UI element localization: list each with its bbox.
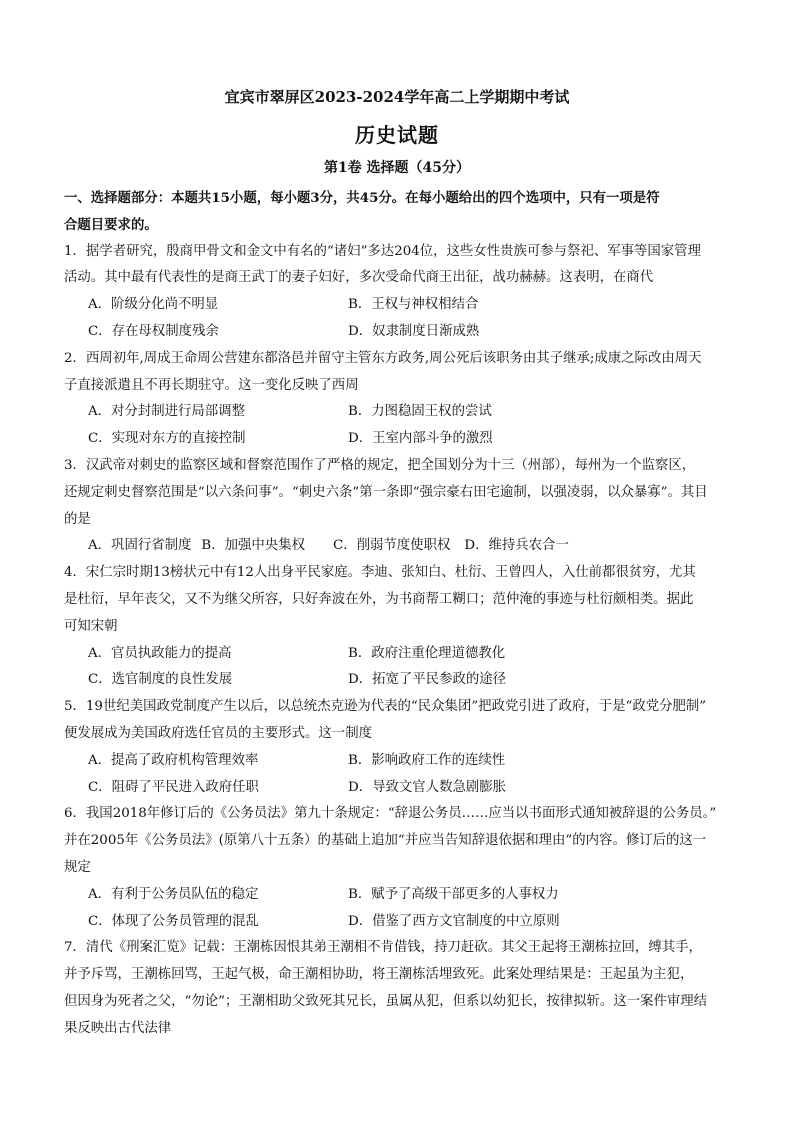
options-row bbox=[64, 426, 734, 453]
option-b: B．政府注重伦理道德教化 bbox=[348, 645, 506, 661]
option-a: A．对分封制进行局部调整 bbox=[88, 404, 245, 420]
stem-line: 并在2005年《公务员法》(原第八十五条）的基础上追加“并应当告知辞退依据和理由”的内容。修订后的这一 bbox=[64, 833, 707, 849]
question-2 bbox=[64, 346, 734, 453]
options-row bbox=[64, 533, 734, 560]
section-instruction-line: 一、选择题部分：本题共15小题，每小题3分，共45分。在每小题给出的四个选项中，只有一项是符 bbox=[64, 190, 660, 206]
stem-line: 还规定刺史督察范围是“以六条问事”。“刺史六条”第一条即“强宗豪右田宅逾制，以强凌弱，以众暴寡”。其目 bbox=[64, 484, 708, 500]
options-row bbox=[64, 667, 734, 694]
options-row bbox=[64, 882, 734, 909]
option-d: D．拓宽了平民参政的途径 bbox=[348, 672, 507, 688]
option-b: B．影响政府工作的连续性 bbox=[348, 752, 506, 768]
option-a: A．提高了政府机构管理效率 bbox=[88, 752, 259, 768]
question-stem bbox=[64, 346, 734, 400]
question-3 bbox=[64, 453, 734, 560]
section-instruction-line: 合题目要求的。 bbox=[64, 216, 158, 233]
stem-line: 便发展成为美国政府选任官员的主要形式。这一制度 bbox=[64, 725, 372, 741]
options-row bbox=[64, 399, 734, 426]
stem-line: 6．我国2018年修订后的《公务员法》第九十条规定：“辞退公务员……应当以书面形式通知被辞退的公务员。” bbox=[64, 806, 717, 822]
options-row bbox=[64, 748, 734, 775]
option-c: C．选官制度的良性发展 bbox=[88, 672, 233, 688]
subject-title: 历史试题 bbox=[355, 123, 439, 147]
exam-title: 宜宾市翠屏区2023-2024学年高二上学期期中考试 bbox=[224, 88, 570, 106]
option-a: A．有利于公务员队伍的稳定 bbox=[88, 886, 259, 902]
stem-line: 7．清代《刑案汇览》记载：王潮栋因恨其弟王潮相不肯借钱，持刀赶砍。其父王起将王潮栋拉回，缚其手， bbox=[64, 940, 702, 956]
stem-line: 是杜衍，早年丧父，又不为继父所容，只好奔波在外，为书商帮工糊口；范仲淹的事迹与杜衍颇相类。据此 bbox=[64, 591, 694, 607]
options-row bbox=[64, 909, 734, 936]
exam-content bbox=[64, 185, 734, 1043]
stem-line: 2．西周初年,周成王命周公营建东都洛邑并留守主管东方政务,周公死后该职务由其子继承;成康之际改由周天 bbox=[64, 350, 702, 366]
stem-line: 活动。其中最有代表性的是商王武丁的妻子妇好，多次受命代商王出征，战功赫赫。这表明，在商代 bbox=[64, 270, 654, 286]
options-row bbox=[64, 292, 734, 319]
option-d: D．导致文官人数急剧膨胀 bbox=[348, 779, 507, 795]
options-row bbox=[64, 641, 734, 668]
option-b: B．加强中央集权 bbox=[201, 538, 305, 554]
question-stem bbox=[64, 935, 734, 1042]
stem-line: 3．汉武帝对刺史的监察区域和督察范围作了严格的规定，把全国划分为十三（州部），每州为一个监察区， bbox=[64, 457, 696, 473]
question-1 bbox=[64, 239, 734, 346]
question-4 bbox=[64, 560, 734, 694]
options-row bbox=[64, 319, 734, 346]
question-stem bbox=[64, 453, 734, 533]
option-b: B．王权与神权相结合 bbox=[348, 297, 479, 313]
stem-line: 可知宋朝 bbox=[64, 618, 118, 634]
option-c: C．体现了公务员管理的混乱 bbox=[88, 913, 259, 929]
option-a: A．巩固行省制度 bbox=[88, 538, 192, 554]
option-b: B．力图稳固王权的尝试 bbox=[348, 404, 492, 420]
option-d: D．奴隶制度日渐成熟 bbox=[348, 323, 480, 339]
question-5 bbox=[64, 694, 734, 801]
question-7 bbox=[64, 935, 734, 1042]
option-a: A．阶级分化尚不明显 bbox=[88, 297, 219, 313]
stem-line: 5．19世纪美国政党制度产生以后，以总统杰克逊为代表的“民众集团”把政党引进了政府，于是“政党分肥制” bbox=[64, 699, 707, 715]
options-row bbox=[64, 775, 734, 802]
option-c: C．存在母权制度残余 bbox=[88, 323, 219, 339]
option-d: D．王室内部斗争的激烈 bbox=[348, 431, 493, 447]
stem-line: 果反映出古代法律 bbox=[64, 1020, 172, 1036]
stem-line: 并予斥骂，王潮栋回骂，王起气极，命王潮相协助，将王潮栋活埋致死。此案处理结果是：王起虽为主犯， bbox=[64, 967, 694, 983]
question-stem bbox=[64, 694, 734, 748]
option-a: A．官员执政能力的提高 bbox=[88, 645, 232, 661]
question-stem bbox=[64, 801, 734, 881]
option-c: C．实现对东方的直接控制 bbox=[88, 431, 246, 447]
option-d: D．维持兵农合一 bbox=[464, 538, 569, 554]
stem-line: 1．据学者研究，殷商甲骨文和金文中有名的“诸妇”多达204位，这些女性贵族可参与祭祀、军事等国家管理 bbox=[64, 243, 701, 259]
stem-line: 的是 bbox=[64, 511, 91, 527]
stem-line: 规定 bbox=[64, 859, 91, 875]
option-c: C．阻碍了平民进入政府任职 bbox=[88, 779, 259, 795]
part-title: 第1卷 选择题（45分） bbox=[323, 160, 471, 176]
stem-line: 子直接派遣且不再长期驻守。这一变化反映了西周 bbox=[64, 377, 359, 393]
option-c: C．削弱节度使职权 bbox=[332, 538, 451, 554]
question-6 bbox=[64, 801, 734, 935]
stem-line: 4．宋仁宗时期13榜状元中有12人出身平民家庭。李迪、张知白、杜衍、王曾四人，入仕前都很贫穷，尤其 bbox=[64, 565, 696, 581]
option-b: B．赋予了高级干部更多的人事权力 bbox=[348, 886, 559, 902]
option-d: D．借鉴了西方文官制度的中立原则 bbox=[348, 913, 560, 929]
stem-line: 但因身为死者之父，“勿论”；王潮相助父致死其兄长，虽属从犯，但系以幼犯长，按律拟斩。这一案件审理结 bbox=[64, 993, 708, 1009]
question-stem bbox=[64, 560, 734, 640]
question-stem bbox=[64, 239, 734, 293]
section-instruction bbox=[64, 185, 734, 239]
